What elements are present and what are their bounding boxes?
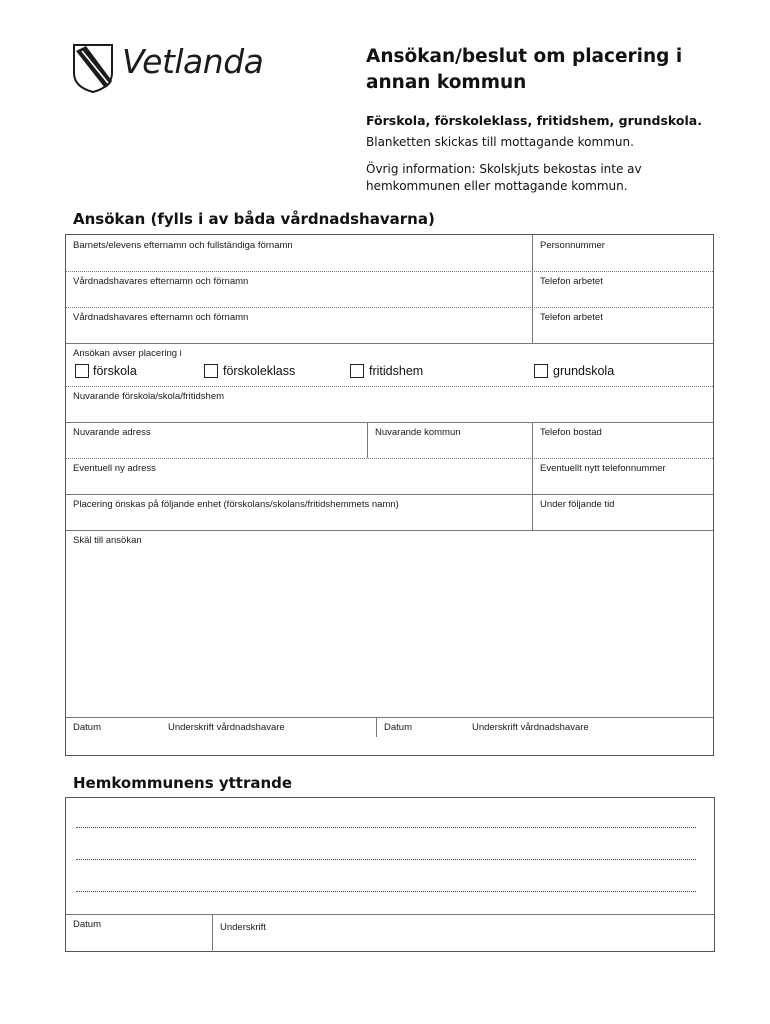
dotted-line — [76, 859, 696, 860]
divider — [66, 307, 713, 308]
divider — [66, 717, 713, 718]
dotted-line — [76, 891, 696, 892]
option-fritidshem-label: fritidshem — [369, 364, 424, 378]
personnummer-label: Personnummer — [540, 240, 605, 251]
application-form — [65, 234, 714, 756]
placement-label: Ansökan avser placering i — [73, 348, 182, 359]
divider — [66, 271, 713, 272]
unit-label: Placering önskas på följande enhet (förskolans/skolans/fritidshemmets namn) — [73, 499, 399, 510]
date2-label: Datum — [384, 722, 412, 733]
signature2-label: Underskrift vårdnadshavare — [472, 722, 589, 733]
guardian1-label: Vårdnadshavares efternamn och förnamn — [73, 276, 249, 287]
option-grundskola-label: grundskola — [553, 364, 615, 378]
info-send-to: Blanketten skickas till mottagande kommun. — [366, 135, 634, 149]
new-address-label: Eventuell ny adress — [73, 463, 156, 474]
divider — [66, 422, 713, 423]
divider — [532, 235, 533, 343]
divider — [66, 458, 713, 459]
checkbox-fritidshem[interactable] — [350, 364, 364, 378]
divider — [66, 494, 713, 495]
divider — [376, 717, 377, 737]
phone-home-label: Telefon bostad — [540, 427, 602, 438]
current-municipality-label: Nuvarande kommun — [375, 427, 461, 438]
current-school-label: Nuvarande förskola/skola/fritidshem — [73, 391, 225, 402]
guardian2-label: Vårdnadshavares efternamn och förnamn — [73, 312, 249, 323]
application-heading: Ansökan (fylls i av båda vårdnadshavarna) — [73, 210, 435, 228]
divider — [532, 422, 533, 530]
phone-work1-label: Telefon arbetet — [540, 276, 603, 287]
info-transport: Övrig information: Skolskjuts bekostas inte av hemkommunen eller mottagande kommun. — [366, 162, 642, 193]
divider — [66, 530, 713, 531]
divider — [212, 914, 213, 952]
checkbox-forskola[interactable] — [75, 364, 89, 378]
vetlanda-logo-shield-icon — [72, 43, 114, 93]
form-title: Ansökan/beslut om placering i annan kommun — [366, 46, 683, 93]
checkbox-grundskola[interactable] — [534, 364, 548, 378]
signature1-label: Underskrift vårdnadshavare — [168, 722, 285, 733]
divider — [66, 343, 713, 344]
dotted-line — [76, 827, 696, 828]
vetlanda-logo-text: Vetlanda — [122, 42, 264, 81]
divider — [66, 914, 714, 915]
date1-label: Datum — [73, 722, 101, 733]
yt-signature-label: Underskrift — [220, 922, 266, 933]
divider — [66, 386, 713, 387]
reasons-label: Skäl till ansökan — [73, 535, 142, 546]
checkbox-forskoleklass[interactable] — [204, 364, 218, 378]
current-address-label: Nuvarande adress — [73, 427, 151, 438]
yt-date-label: Datum — [73, 919, 101, 930]
period-label: Under följande tid — [540, 499, 615, 510]
child-name-label: Barnets/elevens efternamn och fullständiga förnamn — [73, 240, 293, 251]
phone-work2-label: Telefon arbetet — [540, 312, 603, 323]
new-phone-label: Eventuellt nytt telefonnummer — [540, 463, 666, 474]
option-forskola-label: förskola — [93, 364, 137, 378]
home-municipality-heading: Hemkommunens yttrande — [73, 774, 293, 792]
divider — [367, 422, 368, 458]
home-municipality-form — [65, 797, 715, 952]
form-subtitle: Förskola, förskoleklass, fritidshem, grundskola. — [366, 113, 702, 128]
option-forskoleklass-label: förskoleklass — [223, 364, 296, 378]
